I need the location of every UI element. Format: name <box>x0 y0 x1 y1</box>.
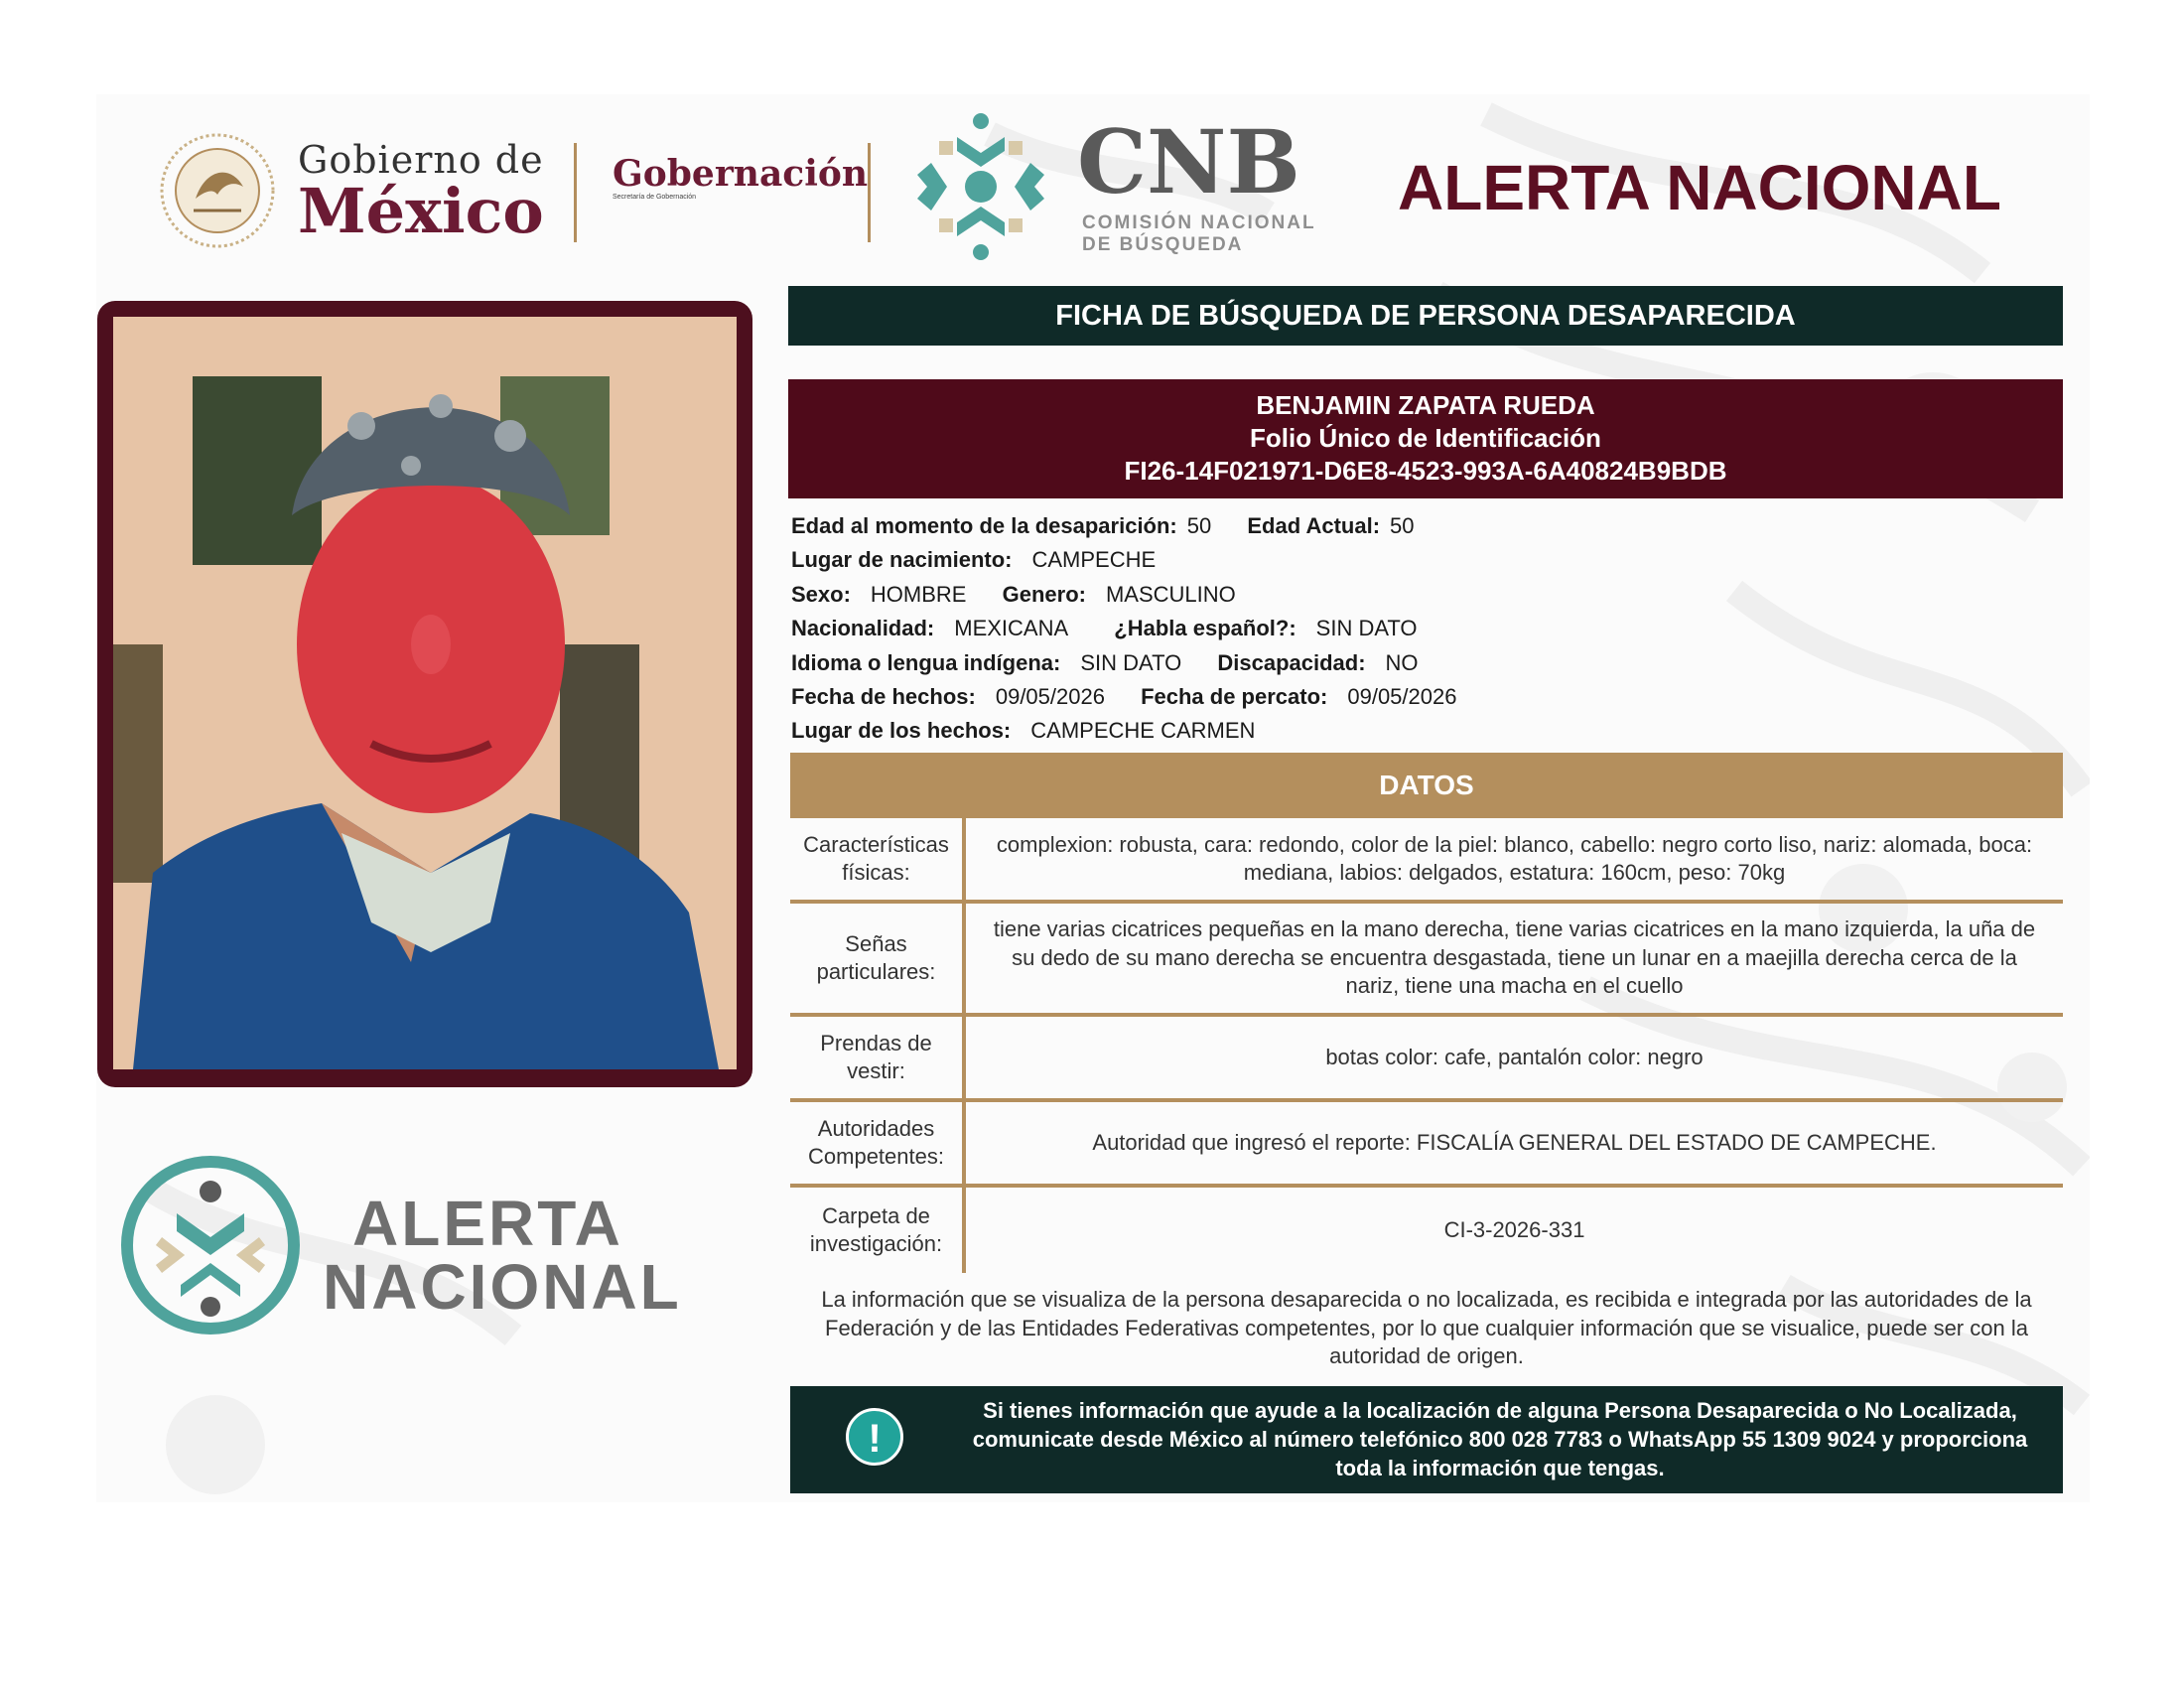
personal-info <box>791 509 1486 749</box>
cnb-subtitle-line-1: COMISIÓN NACIONAL <box>1082 212 1316 233</box>
contact-banner <box>790 1386 2063 1493</box>
label-line: Autoridades <box>817 1116 935 1141</box>
cnb-subtitle-line-2: DE BÚSQUEDA <box>1082 234 1244 255</box>
gobernacion-subtitle: Secretaría de Gobernación <box>613 194 697 201</box>
datos-row <box>790 1188 2063 1273</box>
lugar-nacimiento-label: Lugar de nacimiento: <box>791 547 1013 573</box>
header-divider <box>868 143 871 242</box>
idioma-value: SIN DATO <box>1080 649 1182 675</box>
edad-desaparicion-label: Edad al momento de la desaparición: <box>791 513 1177 538</box>
person-photo <box>113 317 737 1069</box>
gobierno-de-mexico-logo <box>298 138 544 247</box>
datos-row-value: Autoridad que ingresó el reporte: FISCALÍA GENERAL DEL ESTADO DE CAMPECHE. <box>1092 1129 1937 1155</box>
person-name: BENJAMIN ZAPATA RUEDA <box>1256 390 1595 420</box>
nacionalidad-value: MEXICANA <box>954 616 1069 641</box>
alerta-logo-line-2: NACIONAL <box>323 1251 682 1323</box>
lugar-hechos-label: Lugar de los hechos: <box>791 718 1012 744</box>
label-line: vestir: <box>847 1058 905 1083</box>
info-row <box>791 646 1486 680</box>
alerta-nacional-logo-text <box>323 1188 682 1323</box>
alerta-nacional-logo-icon <box>117 1152 304 1338</box>
person-header <box>788 379 2063 498</box>
info-row <box>791 578 1486 612</box>
info-row <box>791 612 1486 645</box>
datos-row <box>790 1102 2063 1188</box>
folio-id: FI26-14F021971-D6E8-4523-993A-6A40824B9BDB <box>1124 456 1727 486</box>
gobernacion-title: Gobernación <box>613 153 869 195</box>
gobierno-line-2: México <box>298 175 544 247</box>
alerta-logo-line-1: ALERTA <box>352 1188 623 1259</box>
national-seal-icon <box>156 129 285 253</box>
label-line: físicas: <box>842 860 910 885</box>
header-divider <box>574 143 577 242</box>
edad-actual-label: Edad Actual: <box>1247 513 1381 538</box>
datos-row-label <box>790 1102 966 1184</box>
gobernacion-logo <box>613 154 868 201</box>
alerta-nacional-title: ALERTA NACIONAL <box>1398 152 2001 223</box>
lugar-hechos-value: CAMPECHE CARMEN <box>1030 718 1256 744</box>
contact-text: Si tienes información que ayude a la localización de alguna Persona Desaparecida o No Localizada, comunicate desde México al número telefónico 800 028 7783 o WhatsApp 55 1309 9024 y proporciona toda la información que tengas. <box>972 1398 2028 1480</box>
folio-label: Folio Único de Identificación <box>1250 423 1601 453</box>
discapacidad-value: NO <box>1385 649 1419 675</box>
datos-row <box>790 1017 2063 1102</box>
label-line: Características <box>803 832 949 857</box>
disclaimer-text: La información que se visualiza de la persona desaparecida o no localizada, es recibida e integrada por las autoridades de la Federación y de las Entidades Federativas competentes, por lo que cualquier información que se visualice, puede ser con la autoridad de origen. <box>821 1287 2032 1368</box>
genero-value: MASCULINO <box>1105 581 1236 607</box>
datos-row-label <box>790 904 966 1013</box>
datos-row-label <box>790 1017 966 1098</box>
fecha-hechos-label: Fecha de hechos: <box>791 684 976 710</box>
cnb-subtitle <box>1082 212 1316 256</box>
info-row <box>791 543 1486 577</box>
gobierno-line-1: Gobierno de <box>298 138 544 182</box>
datos-row-value: complexion: robusta, cara: redondo, color de la piel: blanco, cabello: negro corto liso, nariz: alomada, boca: mediana, labios: delgados, estatura: 160cm, peso: 70kg <box>996 831 2033 885</box>
habla-espanol-label: ¿Habla español?: <box>1114 616 1297 641</box>
info-row <box>791 680 1486 714</box>
photo-frame <box>97 301 752 1087</box>
datos-row <box>790 904 2063 1017</box>
fecha-percato-label: Fecha de percato: <box>1141 684 1328 710</box>
label-line: Carpeta de <box>822 1203 930 1228</box>
datos-row-value: tiene varias cicatrices pequeñas en la mano derecha, tiene varias cicatrices en la mano izquierda, la uña de su dedo de su mano derecha se encuentra desgastada, tiene un lunar en a maejilla derecha cerca de la nariz, tiene una macha en el cuello <box>993 916 2036 999</box>
idioma-label: Idioma o lengua indígena: <box>791 649 1061 675</box>
datos-row-value: CI-3-2026-331 <box>1443 1216 1585 1242</box>
genero-label: Genero: <box>1002 581 1086 607</box>
discapacidad-label: Discapacidad: <box>1217 649 1366 675</box>
label-line: investigación: <box>809 1231 943 1256</box>
nacionalidad-label: Nacionalidad: <box>791 616 935 641</box>
habla-espanol-value: SIN DATO <box>1315 616 1418 641</box>
label-line: Competentes: <box>808 1144 944 1169</box>
lugar-nacimiento-value: CAMPECHE <box>1031 547 1157 573</box>
edad-desaparicion-value: 50 <box>1186 513 1212 538</box>
ficha-title-bar: FICHA DE BÚSQUEDA DE PERSONA DESAPARECIDA <box>788 286 2063 346</box>
label-line: Prendas de <box>820 1031 932 1055</box>
cnb-logo-icon <box>901 107 1060 266</box>
datos-row-label <box>790 1188 966 1273</box>
fecha-hechos-value: 09/05/2026 <box>995 684 1105 710</box>
datos-row-value: botas color: cafe, pantalón color: negro <box>1325 1044 1704 1069</box>
info-row <box>791 714 1486 748</box>
datos-row <box>790 818 2063 904</box>
sexo-value: HOMBRE <box>870 581 967 607</box>
exclamation-icon: ! <box>846 1408 903 1466</box>
label-line: particulares: <box>816 959 936 984</box>
datos-title-bar: DATOS <box>790 753 2063 818</box>
cnb-title: CNB <box>1077 110 1300 213</box>
edad-actual-value: 50 <box>1390 513 1415 538</box>
sexo-label: Sexo: <box>791 581 851 607</box>
datos-row-label <box>790 818 966 900</box>
label-line: Señas <box>845 931 907 956</box>
fecha-percato-value: 09/05/2026 <box>1347 684 1457 710</box>
info-row <box>791 509 1486 543</box>
